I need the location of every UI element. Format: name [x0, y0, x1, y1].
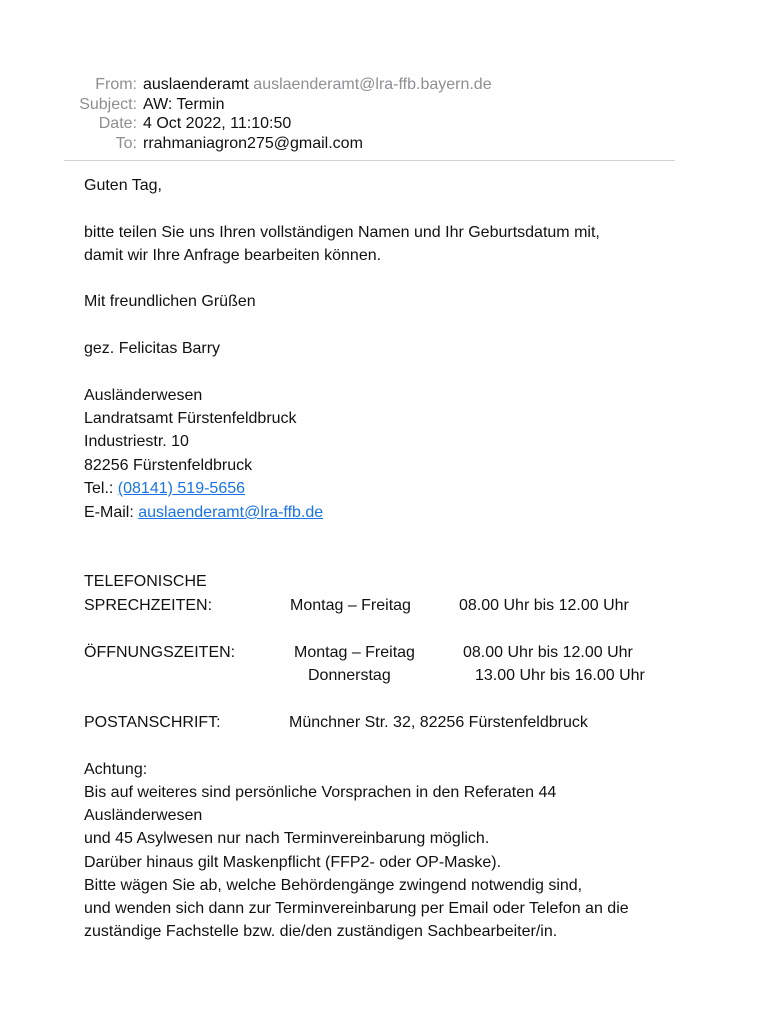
phone-hours-times: 08.00 Uhr bis 12.00 Uhr [459, 597, 629, 614]
opening-hours-label: ÖFFNUNGSZEITEN: [84, 644, 236, 661]
subject-row [0, 95, 768, 115]
notice-line-5: Bitte wägen Sie ab, welche Behördengänge zwingend notwendig sind, [84, 877, 583, 894]
greeting: Guten Tag, [84, 177, 162, 194]
to-label: To: [115, 134, 137, 152]
request-line-1: bitte teilen Sie uns Ihren vollständigen Namen und Ihr Geburtsdatum mit, [84, 224, 600, 241]
email-line [84, 503, 323, 523]
sender-address: auslaenderamt@lra-ffb.bayern.de [253, 76, 492, 93]
notice-title: Achtung: [84, 761, 148, 778]
date-row [0, 114, 768, 134]
postal-address-label: POSTANSCHRIFT: [84, 714, 221, 731]
notice-line-2: Ausländerwesen [84, 807, 203, 824]
from-value[interactable] [143, 75, 492, 95]
notice-line-4: Darüber hinaus gilt Maskenpflicht (FFP2- oder OP-Maske). [84, 854, 502, 871]
opening-hours-times-1: 08.00 Uhr bis 12.00 Uhr [463, 644, 633, 661]
org-street: Industriestr. 10 [84, 433, 189, 450]
org-city: 82256 Fürstenfeldbruck [84, 457, 253, 474]
email-header [0, 75, 768, 153]
sender-name: auslaenderamt [143, 76, 249, 93]
from-label: From: [95, 76, 137, 93]
opening-hours-days-2: Donnerstag [308, 667, 391, 684]
request-line-2: damit wir Ihre Anfrage bearbeiten können. [84, 247, 382, 264]
closing: Mit freundlichen Grüßen [84, 293, 256, 310]
header-divider [64, 160, 675, 161]
phone-hours-label-2: SPRECHZEITEN: [84, 597, 213, 614]
email-link[interactable]: auslaenderamt@lra-ffb.de [138, 504, 324, 521]
notice-line-3: und 45 Asylwesen nur nach Terminvereinbarung möglich. [84, 830, 490, 847]
org-department: Ausländerwesen [84, 387, 203, 404]
postal-address-value: Münchner Str. 32, 82256 Fürstenfeldbruck [289, 714, 588, 731]
notice-line-6: und wenden sich dann zur Terminvereinbarung per Email oder Telefon an die [84, 900, 629, 917]
from-row [0, 75, 768, 95]
org-name: Landratsamt Fürstenfeldbruck [84, 410, 297, 427]
opening-hours-times-2: 13.00 Uhr bis 16.00 Uhr [475, 667, 645, 684]
telephone-line [84, 479, 245, 499]
notice-line-7: zuständige Fachstelle bzw. die/den zuständigen Sachbearbeiter/in. [84, 923, 558, 940]
phone-hours-days: Montag – Freitag [290, 597, 411, 614]
subject-value: AW: Termin [143, 95, 225, 113]
phone-link[interactable]: (08141) 519-5656 [117, 480, 246, 497]
subject-label: Subject: [79, 95, 137, 113]
opening-hours-days-1: Montag – Freitag [294, 644, 415, 661]
signature: gez. Felicitas Barry [84, 340, 221, 357]
to-row [0, 134, 768, 154]
date-value: 4 Oct 2022, 11:10:50 [143, 115, 292, 132]
tel-label: Tel.: [84, 480, 118, 497]
recipient-address[interactable]: rrahmaniagron275@gmail.com [143, 134, 363, 152]
notice-line-1: Bis auf weiteres sind persönliche Vorsprachen in den Referaten 44 [84, 784, 557, 801]
email-label: E-Mail: [84, 504, 139, 521]
date-label: Date: [98, 115, 137, 132]
phone-hours-label-1: TELEFONISCHE [84, 573, 207, 590]
